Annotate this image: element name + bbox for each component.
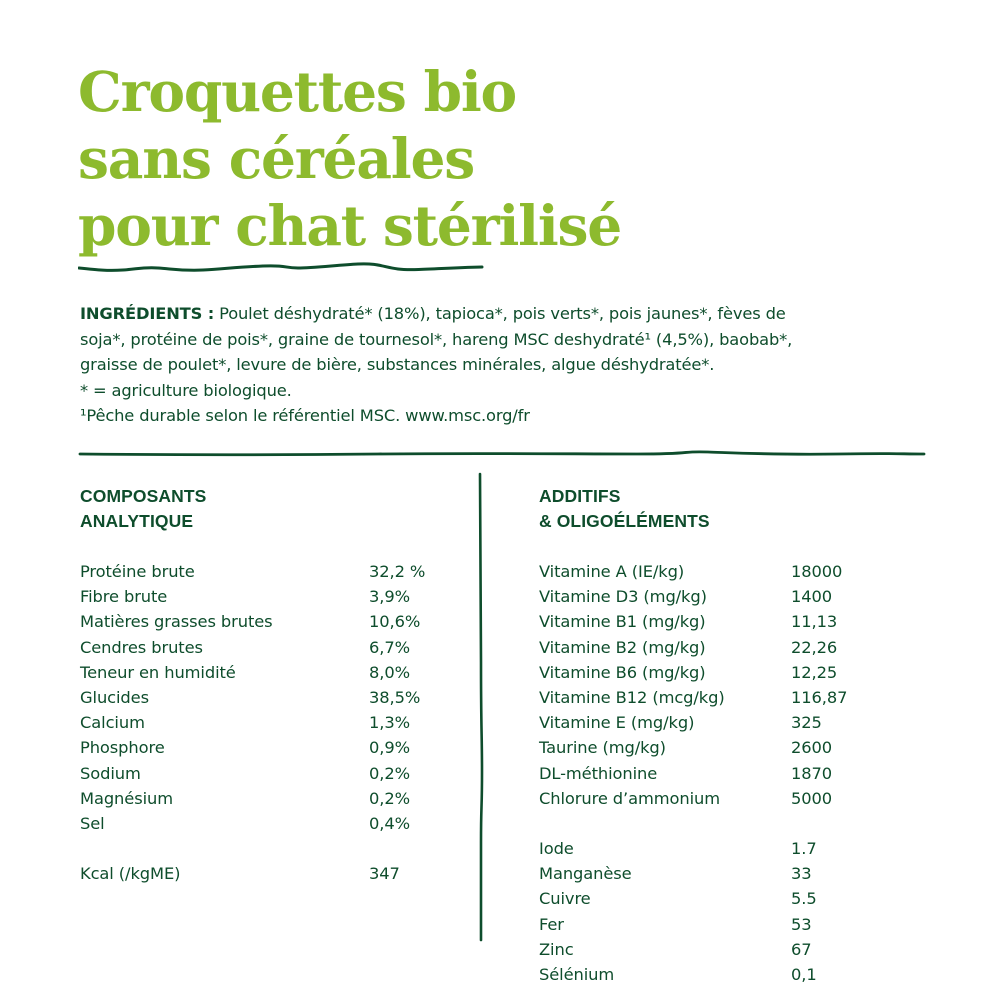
row-value: 1870 — [791, 763, 833, 783]
organic-footnote: * = agriculture biologique. — [80, 380, 292, 400]
energy-row — [80, 861, 425, 886]
table-row — [539, 635, 847, 660]
ingredients-block — [80, 301, 940, 429]
table-row — [80, 786, 425, 811]
product-title — [78, 58, 621, 259]
row-value: 22,26 — [791, 637, 838, 657]
row-value: 6,7% — [369, 637, 410, 657]
table-row — [539, 660, 847, 685]
ingredients-line-1 — [80, 301, 940, 327]
title-line-2: sans céréales — [78, 126, 475, 191]
row-label: Chlorure d’ammonium — [539, 788, 721, 808]
row-value: 10,6% — [369, 612, 421, 632]
title-line-3: pour chat stérilisé — [78, 193, 622, 258]
msc-footnote: ¹Pêche durable selon le référentiel MSC. www.msc.org/fr — [80, 406, 530, 425]
row-value: 3,9% — [369, 587, 410, 607]
row-value: 8,0% — [369, 662, 410, 682]
row-value: 33 — [791, 864, 812, 884]
row-value: 0,4% — [369, 813, 410, 833]
additives-table — [539, 559, 847, 987]
row-value: 0,2% — [369, 788, 410, 808]
row-label: Phosphore — [80, 738, 165, 758]
additives-title-line-1: ADDITIFS — [539, 486, 621, 506]
row-value: 12,25 — [791, 662, 838, 682]
row-label: Sodium — [80, 763, 141, 783]
row-value: 5.5 — [791, 889, 817, 909]
row-value: 116,87 — [791, 687, 848, 707]
row-value: 18000 — [791, 562, 843, 581]
row-value: 53 — [791, 914, 812, 934]
analytical-title-line-2: ANALYTIQUE — [80, 511, 194, 531]
spacer — [539, 811, 847, 836]
table-row — [80, 660, 425, 685]
table-row — [80, 635, 425, 660]
table-row — [539, 761, 847, 786]
row-value: 2600 — [791, 738, 833, 758]
row-value: 1.7 — [791, 839, 817, 859]
row-value: 67 — [791, 939, 812, 959]
row-value: 5000 — [791, 788, 833, 808]
row-value: 0,9% — [369, 738, 410, 758]
row-value: 1400 — [791, 587, 833, 607]
row-label: Taurine (mg/kg) — [539, 738, 666, 758]
horizontal-divider — [78, 446, 926, 462]
table-row — [539, 912, 847, 937]
table-row — [539, 609, 847, 634]
row-value: 32,2 % — [369, 562, 426, 581]
table-row — [80, 710, 425, 735]
spacer — [80, 836, 425, 861]
row-value: 0,2% — [369, 763, 410, 783]
row-value: 347 — [369, 864, 400, 884]
table-row — [80, 559, 425, 584]
additives-title-line-2: & OLIGOÉLÉMENTS — [539, 511, 710, 531]
table-row — [539, 886, 847, 911]
row-label: Vitamine B1 (mg/kg) — [539, 612, 706, 632]
row-label: Vitamine D3 (mg/kg) — [539, 587, 707, 607]
table-row — [539, 735, 847, 760]
table-row — [80, 811, 425, 836]
table-row — [80, 685, 425, 710]
row-label: Cendres brutes — [80, 637, 203, 657]
row-label: Sel — [80, 813, 105, 833]
row-label: Vitamine B6 (mg/kg) — [539, 662, 706, 682]
table-row — [539, 962, 847, 987]
row-label: Manganèse — [539, 864, 632, 884]
table-row — [80, 584, 425, 609]
additives-section-title — [539, 484, 710, 534]
row-label: Calcium — [80, 713, 145, 733]
row-label: Vitamine B2 (mg/kg) — [539, 637, 706, 657]
row-label: Magnésium — [80, 788, 173, 808]
row-value: 11,13 — [791, 612, 838, 632]
row-value: 325 — [791, 713, 822, 733]
row-label: Fibre brute — [80, 587, 168, 607]
table-row — [539, 685, 847, 710]
row-label: Teneur en humidité — [80, 662, 236, 682]
analytical-title-line-1: COMPOSANTS — [80, 486, 207, 506]
table-row — [80, 735, 425, 760]
table-row — [539, 559, 847, 584]
vertical-divider — [475, 472, 487, 942]
ingredients-line-2: soja*, protéine de pois*, graine de tournesol*, hareng MSC deshydraté¹ (4,5%), baobab*, — [80, 329, 793, 349]
table-row — [539, 786, 847, 811]
analytical-section-title — [80, 484, 206, 534]
table-row — [539, 937, 847, 962]
table-row — [539, 710, 847, 735]
row-label: DL-méthionine — [539, 763, 658, 783]
row-label: Zinc — [539, 939, 574, 959]
title-wavy-underline — [78, 258, 486, 278]
ingredients-line-3: graisse de poulet*, levure de bière, substances minérales, algue déshydratée*. — [80, 355, 715, 374]
ingredients-label: INGRÉDIENTS : — [80, 304, 215, 323]
row-label: Matières grasses brutes — [80, 612, 273, 632]
row-value: 1,3% — [369, 713, 410, 733]
row-label: Vitamine A (IE/kg) — [539, 562, 685, 581]
row-label: Cuivre — [539, 889, 591, 909]
row-label: Vitamine B12 (mcg/kg) — [539, 687, 725, 707]
table-row — [539, 584, 847, 609]
table-row — [80, 761, 425, 786]
row-label: Fer — [539, 914, 564, 934]
title-line-1: Croquettes bio — [78, 59, 517, 124]
analytical-table — [80, 559, 425, 886]
table-row — [539, 861, 847, 886]
row-label: Vitamine E (mg/kg) — [539, 713, 695, 733]
row-label: Protéine brute — [80, 562, 195, 581]
table-row — [80, 609, 425, 634]
row-label: Iode — [539, 839, 574, 859]
row-value: 38,5% — [369, 687, 421, 707]
row-value: 0,1 — [791, 965, 817, 984]
row-label: Glucides — [80, 687, 149, 707]
row-label: Kcal (/kgME) — [80, 864, 181, 884]
ingredients-text-1: Poulet déshydraté* (18%), tapioca*, pois verts*, pois jaunes*, fèves de — [214, 304, 786, 323]
table-row — [539, 836, 847, 861]
row-label: Sélénium — [539, 965, 615, 984]
